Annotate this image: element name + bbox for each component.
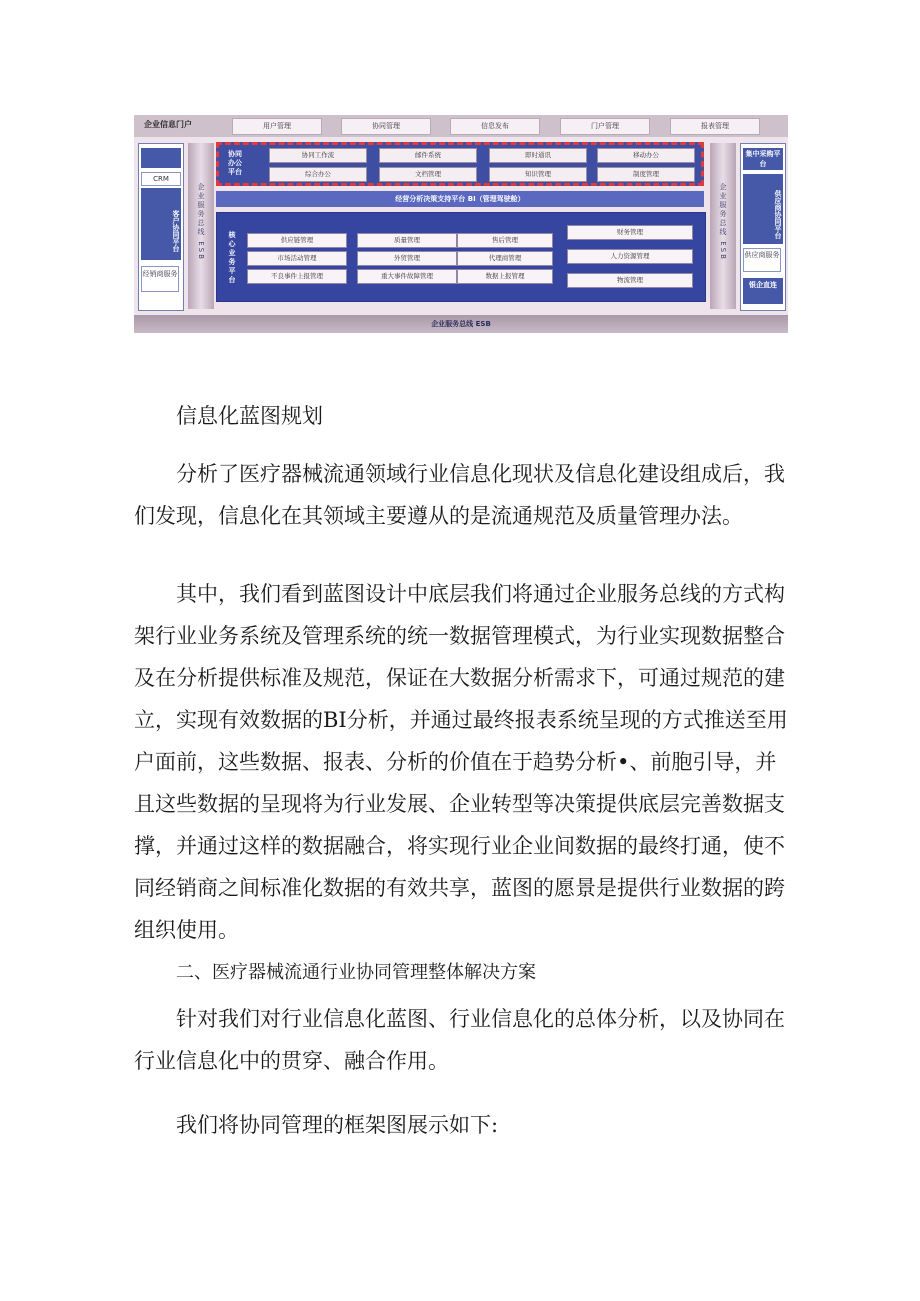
left-panel [138, 143, 184, 311]
portal-bar-label: 企业信息门户 [144, 120, 192, 129]
core-item: 数据上报管理 [457, 269, 553, 284]
bottom-esb-bar [134, 315, 788, 333]
oa-item: 邮件系统 [379, 148, 477, 163]
paragraph-3: 针对我们对行业信息化蓝图、行业信息化的总体分析，以及协同在行业信息化中的贯穿、融合作用。 [134, 1007, 785, 1073]
core-business-platform [216, 212, 706, 302]
portal-item: 门户管理 [560, 118, 650, 135]
enterprise-portal-bar [134, 115, 788, 137]
right-esb-bus: 企业服务总线 ESB [710, 143, 736, 309]
supplier-service: 供应商服务 [743, 248, 781, 272]
bottom-esb-label: 企业服务总线 ESB [431, 320, 491, 328]
paragraph-1: 分析了医疗器械流通领域行业信息化现状及信息化建设组成后，我们发现，信息化在其领域主要遵从的是流通规范及质量管理办法。 [134, 462, 785, 528]
core-item: 不良事件上报管理 [247, 269, 347, 284]
bi-platform-bar: 经营分析决策支持平台 BI（管理驾驶舱） [216, 191, 704, 207]
left-panel-top-block [141, 148, 181, 168]
core-item: 外贸管理 [357, 251, 457, 266]
oa-item: 移动办公 [597, 148, 695, 163]
supplier-collab-platform: 供应商协同平台 [743, 174, 783, 244]
core-right-item: 人力资源管理 [567, 249, 693, 264]
customer-collab-platform: 客户协同平台 [141, 188, 181, 260]
core-right-item: 物流管理 [567, 273, 693, 288]
oa-item: 知识管理 [489, 167, 587, 182]
central-procurement: 集中采购平台 [743, 148, 783, 170]
oa-item: 综合办公 [269, 167, 367, 182]
core-item: 售后管理 [457, 233, 553, 248]
portal-item: 报表管理 [670, 118, 760, 135]
oa-label: 协同办公平台 [228, 150, 242, 176]
paragraph-2: 其中，我们看到蓝图设计中底层我们将通过企业服务总线的方式构架行业业务系统及管理系统的统一数据管理模式，为行业实现数据整合及在分析提供标准及规范，保证在大数据分析需求下，可通过规范的建立，实现有效数据的BI分析，并通过最终报表系统呈现的方式推送至用户面前，这些数据、报表、分析的价值在于趋势分析•、前胞引导，并且这些数据的呈现将为行业发展、企业转型等决策提供底层完善数据支撑，并通过这样的数据融合，将实现行业企业间数据的最终打通，使不同经销商之间标准化数据的有效共享，蓝图的愿景是提供行业数据的跨组织使用。 [134, 582, 788, 942]
section-title: 信息化蓝图规划 [176, 404, 323, 428]
core-item: 重大事件故障管理 [357, 269, 457, 284]
portal-item: 协同管理 [341, 118, 431, 135]
core-label: 核心业务平台 [228, 231, 236, 285]
core-item: 供应链管理 [247, 233, 347, 248]
portal-item: 信息发布 [450, 118, 540, 135]
core-item: 市场活动管理 [247, 251, 347, 266]
bank-direct-link: 银企直连 [743, 278, 783, 304]
portal-item: 用户管理 [232, 118, 322, 135]
collab-office-platform [216, 142, 704, 186]
distributor-service: 经销商服务 [141, 266, 179, 292]
core-item: 质量管理 [357, 233, 457, 248]
paragraph-4: 我们将协同管理的框架图展示如下: [176, 1113, 499, 1137]
crm-box: CRM [141, 172, 181, 186]
architecture-diagram [134, 115, 788, 333]
right-panel [740, 143, 786, 311]
section-heading-2: 二、医疗器械流通行业协同管理整体解决方案 [176, 962, 536, 983]
left-esb-bus: 企业服务总线 ESB [188, 143, 214, 309]
oa-item: 协同工作流 [269, 148, 367, 163]
oa-item: 制度管理 [597, 167, 695, 182]
oa-item: 即时通讯 [489, 148, 587, 163]
core-right-item: 财务管理 [567, 225, 693, 240]
core-item: 代理商管理 [457, 251, 553, 266]
oa-item: 文档管理 [379, 167, 477, 182]
